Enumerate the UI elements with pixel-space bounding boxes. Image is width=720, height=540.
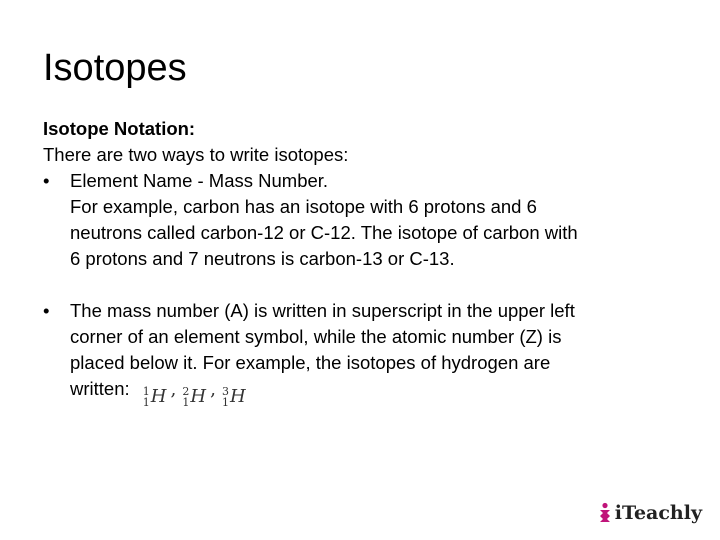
isotope-hydrogen-2 [182, 384, 206, 410]
bullet-text-line: The mass number (A) is written in superscript in the upper left [70, 300, 575, 321]
mass-number: 2 [182, 385, 190, 398]
subheading: Isotope Notation: [43, 118, 196, 139]
atomic-number: 1 [182, 396, 190, 409]
logo-text: iTeachly [614, 502, 702, 524]
bullet-text-line [43, 376, 688, 410]
bullet-lead: Element Name - Mass Number. [70, 170, 329, 191]
bullet-icon: • [43, 300, 50, 321]
bullet-text-line: 6 protons and 7 neutrons is carbon-13 or C-13. [70, 248, 455, 269]
bullet-text-line: neutrons called carbon-12 or C-12. The isotope of carbon with [70, 222, 578, 243]
atomic-number: 1 [221, 396, 229, 409]
bullet-icon: • [43, 170, 50, 191]
list-item [43, 168, 688, 194]
mass-number: 1 [142, 385, 150, 398]
intro-text: There are two ways to write isotopes: [43, 144, 349, 165]
bullet-last-words: written: [70, 378, 130, 399]
isotope-hydrogen-3 [222, 384, 246, 410]
bullet-text-line: placed below it. For example, the isotopes of hydrogen are [70, 352, 551, 373]
list-item [43, 298, 688, 324]
spacer [43, 272, 688, 298]
bullet-text-line: For example, carbon has an isotope with 6 protons and 6 [70, 196, 537, 217]
separator: , [170, 379, 177, 400]
isotope-notation [143, 377, 248, 410]
logo-icon [598, 502, 612, 524]
element-symbol: H [229, 386, 246, 407]
page-title: Isotopes [43, 47, 187, 89]
bullet-text-line: corner of an element symbol, while the atomic number (Z) is [70, 326, 562, 347]
isotope-hydrogen-1 [143, 384, 167, 410]
separator: , [210, 379, 216, 400]
element-symbol: H [150, 386, 167, 407]
slide-body [43, 116, 688, 410]
atomic-number: 1 [142, 396, 150, 409]
brand-logo [598, 502, 702, 524]
mass-number: 3 [221, 385, 229, 398]
element-symbol: H [190, 386, 207, 407]
